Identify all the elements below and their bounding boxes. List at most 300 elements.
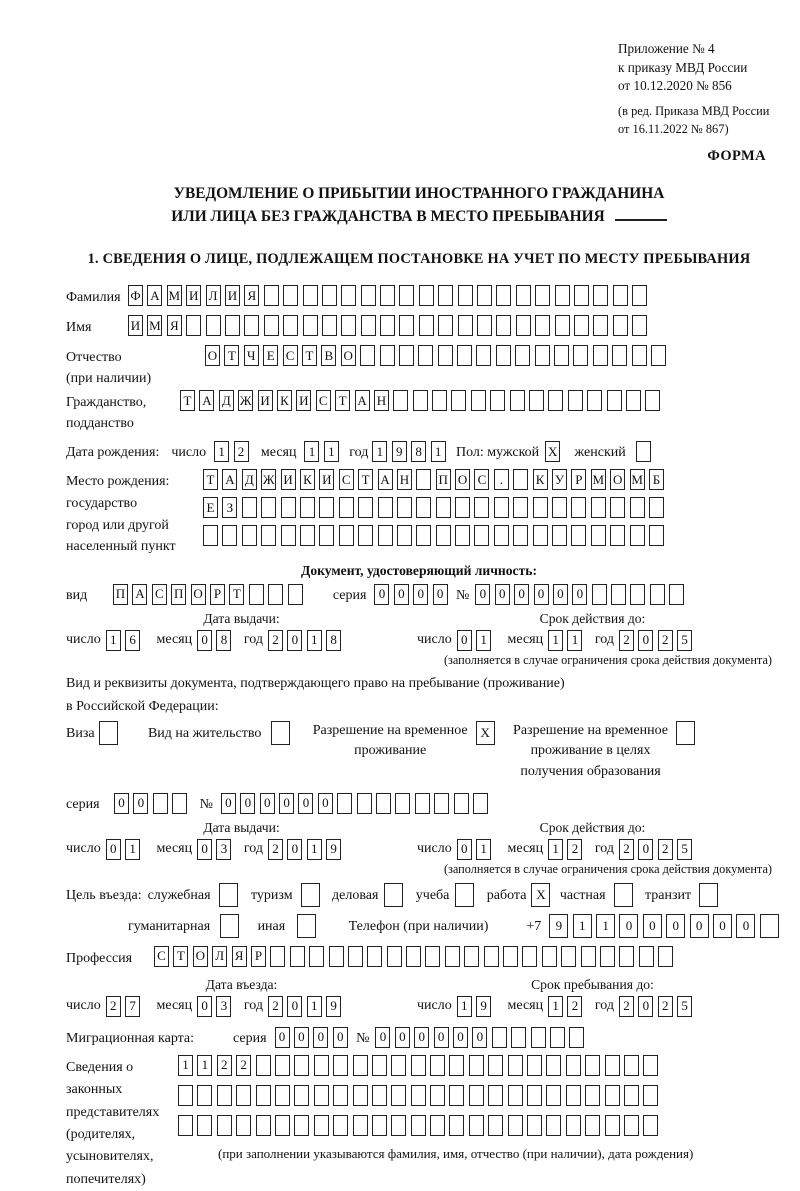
- char-cell[interactable]: [508, 1055, 523, 1076]
- char-cell[interactable]: [449, 1085, 464, 1106]
- char-cell[interactable]: 0: [294, 1027, 309, 1048]
- char-cell[interactable]: X: [545, 441, 560, 462]
- char-cell[interactable]: 5: [677, 630, 692, 651]
- char-cell[interactable]: [353, 1055, 368, 1076]
- char-cell[interactable]: [593, 345, 608, 366]
- char-cell[interactable]: [333, 1115, 348, 1136]
- char-cell[interactable]: [438, 315, 453, 336]
- char-cell[interactable]: [322, 285, 337, 306]
- char-cell[interactable]: И: [225, 285, 240, 306]
- char-cell[interactable]: [339, 525, 354, 546]
- char-cell[interactable]: 2: [567, 839, 582, 860]
- char-cell[interactable]: [236, 1115, 251, 1136]
- char-cell[interactable]: П: [113, 584, 128, 605]
- char-cell[interactable]: [566, 1085, 581, 1106]
- char-cell[interactable]: [535, 345, 550, 366]
- char-cell[interactable]: 2: [217, 1055, 232, 1076]
- char-cell[interactable]: 0: [275, 1027, 290, 1048]
- char-cell[interactable]: [249, 584, 264, 605]
- char-cell[interactable]: 0: [133, 793, 148, 814]
- char-cell[interactable]: [542, 946, 557, 967]
- char-cell[interactable]: [367, 946, 382, 967]
- char-cell[interactable]: [533, 525, 548, 546]
- char-cell[interactable]: [337, 793, 352, 814]
- char-cell[interactable]: 0: [690, 914, 709, 938]
- char-cell[interactable]: 0: [287, 839, 302, 860]
- char-cell[interactable]: 1: [548, 996, 563, 1017]
- char-cell[interactable]: [546, 1115, 561, 1136]
- char-cell[interactable]: [319, 525, 334, 546]
- char-cell[interactable]: 1: [476, 839, 491, 860]
- char-cell[interactable]: [432, 390, 447, 411]
- char-cell[interactable]: [436, 497, 451, 518]
- char-cell[interactable]: [573, 345, 588, 366]
- char-cell[interactable]: [587, 390, 602, 411]
- char-cell[interactable]: [566, 1055, 581, 1076]
- char-cell[interactable]: [760, 914, 779, 938]
- char-cell[interactable]: [605, 1085, 620, 1106]
- char-cell[interactable]: [531, 1027, 546, 1048]
- char-cell[interactable]: 0: [114, 793, 129, 814]
- char-cell[interactable]: [496, 345, 511, 366]
- char-cell[interactable]: 0: [313, 1027, 328, 1048]
- char-cell[interactable]: [206, 315, 221, 336]
- char-cell[interactable]: С: [339, 469, 354, 490]
- char-cell[interactable]: [413, 390, 428, 411]
- char-cell[interactable]: 0: [197, 996, 212, 1017]
- char-cell[interactable]: [591, 497, 606, 518]
- char-cell[interactable]: О: [191, 584, 206, 605]
- char-cell[interactable]: 1: [457, 996, 472, 1017]
- char-cell[interactable]: 0: [333, 1027, 348, 1048]
- char-cell[interactable]: 0: [260, 793, 275, 814]
- char-cell[interactable]: 2: [268, 630, 283, 651]
- char-cell[interactable]: [415, 793, 430, 814]
- char-cell[interactable]: [301, 883, 320, 907]
- char-cell[interactable]: 2: [268, 996, 283, 1017]
- char-cell[interactable]: [186, 315, 201, 336]
- char-cell[interactable]: 0: [374, 584, 389, 605]
- char-cell[interactable]: [395, 793, 410, 814]
- char-cell[interactable]: П: [171, 584, 186, 605]
- char-cell[interactable]: С: [283, 345, 298, 366]
- char-cell[interactable]: Т: [229, 584, 244, 605]
- char-cell[interactable]: 9: [326, 839, 341, 860]
- char-cell[interactable]: [268, 584, 283, 605]
- char-cell[interactable]: [416, 525, 431, 546]
- char-cell[interactable]: [458, 285, 473, 306]
- char-cell[interactable]: [358, 497, 373, 518]
- char-cell[interactable]: И: [258, 390, 273, 411]
- char-cell[interactable]: [508, 1115, 523, 1136]
- char-cell[interactable]: [605, 1115, 620, 1136]
- char-cell[interactable]: 1: [178, 1055, 193, 1076]
- char-cell[interactable]: 1: [372, 441, 387, 462]
- char-cell[interactable]: [600, 946, 615, 967]
- char-cell[interactable]: 2: [619, 996, 634, 1017]
- char-cell[interactable]: [391, 1085, 406, 1106]
- char-cell[interactable]: [430, 1055, 445, 1076]
- char-cell[interactable]: 0: [638, 630, 653, 651]
- char-cell[interactable]: [275, 1055, 290, 1076]
- char-cell[interactable]: [391, 1115, 406, 1136]
- char-cell[interactable]: [458, 315, 473, 336]
- char-cell[interactable]: [197, 1115, 212, 1136]
- char-cell[interactable]: [314, 1055, 329, 1076]
- char-cell[interactable]: Б: [649, 469, 664, 490]
- char-cell[interactable]: [574, 285, 589, 306]
- char-cell[interactable]: 0: [375, 1027, 390, 1048]
- char-cell[interactable]: [341, 285, 356, 306]
- char-cell[interactable]: М: [167, 285, 182, 306]
- char-cell[interactable]: И: [296, 390, 311, 411]
- char-cell[interactable]: [469, 1055, 484, 1076]
- char-cell[interactable]: 0: [666, 914, 685, 938]
- char-cell[interactable]: Т: [180, 390, 195, 411]
- char-cell[interactable]: [416, 469, 431, 490]
- char-cell[interactable]: [357, 793, 372, 814]
- char-cell[interactable]: .: [494, 469, 509, 490]
- char-cell[interactable]: [496, 315, 511, 336]
- char-cell[interactable]: [219, 883, 238, 907]
- char-cell[interactable]: [319, 497, 334, 518]
- char-cell[interactable]: [256, 1115, 271, 1136]
- char-cell[interactable]: 9: [392, 441, 407, 462]
- char-cell[interactable]: 1: [307, 839, 322, 860]
- char-cell[interactable]: 0: [457, 839, 472, 860]
- char-cell[interactable]: [281, 497, 296, 518]
- char-cell[interactable]: [99, 721, 118, 745]
- char-cell[interactable]: 5: [677, 839, 692, 860]
- char-cell[interactable]: Л: [206, 285, 221, 306]
- char-cell[interactable]: 2: [658, 839, 673, 860]
- char-cell[interactable]: [434, 793, 449, 814]
- char-cell[interactable]: [397, 497, 412, 518]
- char-cell[interactable]: [561, 946, 576, 967]
- char-cell[interactable]: [314, 1085, 329, 1106]
- char-cell[interactable]: [300, 525, 315, 546]
- char-cell[interactable]: X: [476, 721, 495, 745]
- char-cell[interactable]: 0: [457, 630, 472, 651]
- char-cell[interactable]: [275, 1085, 290, 1106]
- char-cell[interactable]: [566, 1115, 581, 1136]
- char-cell[interactable]: [546, 1055, 561, 1076]
- char-cell[interactable]: [669, 584, 684, 605]
- char-cell[interactable]: [290, 946, 305, 967]
- char-cell[interactable]: [288, 584, 303, 605]
- char-cell[interactable]: [300, 497, 315, 518]
- char-cell[interactable]: К: [300, 469, 315, 490]
- char-cell[interactable]: [360, 345, 375, 366]
- char-cell[interactable]: [464, 946, 479, 967]
- char-cell[interactable]: [256, 1055, 271, 1076]
- char-cell[interactable]: [438, 345, 453, 366]
- char-cell[interactable]: 2: [106, 996, 121, 1017]
- char-cell[interactable]: [172, 793, 187, 814]
- char-cell[interactable]: [353, 1085, 368, 1106]
- char-cell[interactable]: 0: [514, 584, 529, 605]
- char-cell[interactable]: 0: [413, 584, 428, 605]
- char-cell[interactable]: И: [128, 315, 143, 336]
- char-cell[interactable]: [474, 525, 489, 546]
- char-cell[interactable]: [515, 345, 530, 366]
- char-cell[interactable]: [264, 315, 279, 336]
- char-cell[interactable]: 2: [236, 1055, 251, 1076]
- char-cell[interactable]: Я: [232, 946, 247, 967]
- char-cell[interactable]: [372, 1085, 387, 1106]
- char-cell[interactable]: [658, 946, 673, 967]
- char-cell[interactable]: [271, 721, 290, 745]
- char-cell[interactable]: [391, 1055, 406, 1076]
- char-cell[interactable]: [333, 1055, 348, 1076]
- char-cell[interactable]: А: [355, 390, 370, 411]
- char-cell[interactable]: А: [378, 469, 393, 490]
- char-cell[interactable]: Т: [358, 469, 373, 490]
- char-cell[interactable]: [496, 285, 511, 306]
- char-cell[interactable]: [639, 946, 654, 967]
- char-cell[interactable]: 0: [197, 839, 212, 860]
- char-cell[interactable]: [294, 1055, 309, 1076]
- char-cell[interactable]: [455, 525, 470, 546]
- char-cell[interactable]: Н: [397, 469, 412, 490]
- char-cell[interactable]: [484, 946, 499, 967]
- char-cell[interactable]: 0: [643, 914, 662, 938]
- char-cell[interactable]: [449, 1115, 464, 1136]
- char-cell[interactable]: Т: [224, 345, 239, 366]
- char-cell[interactable]: С: [152, 584, 167, 605]
- char-cell[interactable]: [550, 1027, 565, 1048]
- char-cell[interactable]: 0: [106, 839, 121, 860]
- char-cell[interactable]: Л: [212, 946, 227, 967]
- char-cell[interactable]: [411, 1055, 426, 1076]
- char-cell[interactable]: 1: [431, 441, 446, 462]
- char-cell[interactable]: [294, 1115, 309, 1136]
- char-cell[interactable]: [610, 525, 625, 546]
- char-cell[interactable]: [261, 525, 276, 546]
- char-cell[interactable]: 7: [125, 996, 140, 1017]
- char-cell[interactable]: [477, 285, 492, 306]
- char-cell[interactable]: [554, 345, 569, 366]
- char-cell[interactable]: [508, 1085, 523, 1106]
- char-cell[interactable]: 1: [304, 441, 319, 462]
- char-cell[interactable]: [361, 285, 376, 306]
- char-cell[interactable]: В: [321, 345, 336, 366]
- char-cell[interactable]: [275, 1115, 290, 1136]
- char-cell[interactable]: [619, 946, 634, 967]
- char-cell[interactable]: [494, 497, 509, 518]
- char-cell[interactable]: 5: [677, 996, 692, 1017]
- char-cell[interactable]: Ж: [261, 469, 276, 490]
- char-cell[interactable]: [522, 946, 537, 967]
- char-cell[interactable]: О: [205, 345, 220, 366]
- char-cell[interactable]: [242, 497, 257, 518]
- char-cell[interactable]: 9: [476, 996, 491, 1017]
- char-cell[interactable]: 0: [472, 1027, 487, 1048]
- char-cell[interactable]: [476, 345, 491, 366]
- char-cell[interactable]: О: [610, 469, 625, 490]
- char-cell[interactable]: [358, 525, 373, 546]
- char-cell[interactable]: [593, 315, 608, 336]
- char-cell[interactable]: 0: [736, 914, 755, 938]
- char-cell[interactable]: [592, 584, 607, 605]
- char-cell[interactable]: [378, 525, 393, 546]
- char-cell[interactable]: 1: [548, 839, 563, 860]
- char-cell[interactable]: [376, 793, 391, 814]
- char-cell[interactable]: [220, 914, 239, 938]
- char-cell[interactable]: [416, 497, 431, 518]
- char-cell[interactable]: [630, 584, 645, 605]
- char-cell[interactable]: [533, 497, 548, 518]
- char-cell[interactable]: [455, 497, 470, 518]
- char-cell[interactable]: О: [193, 946, 208, 967]
- char-cell[interactable]: [649, 525, 664, 546]
- char-cell[interactable]: Д: [242, 469, 257, 490]
- char-cell[interactable]: [203, 525, 218, 546]
- char-cell[interactable]: [333, 1085, 348, 1106]
- char-cell[interactable]: [611, 584, 626, 605]
- char-cell[interactable]: X: [531, 883, 550, 907]
- char-cell[interactable]: 0: [572, 584, 587, 605]
- char-cell[interactable]: [406, 946, 421, 967]
- char-cell[interactable]: [322, 315, 337, 336]
- char-cell[interactable]: [527, 1115, 542, 1136]
- char-cell[interactable]: 0: [298, 793, 313, 814]
- char-cell[interactable]: [494, 525, 509, 546]
- char-cell[interactable]: 0: [433, 584, 448, 605]
- char-cell[interactable]: [649, 497, 664, 518]
- char-cell[interactable]: Т: [173, 946, 188, 967]
- char-cell[interactable]: [492, 1027, 507, 1048]
- char-cell[interactable]: 0: [553, 584, 568, 605]
- char-cell[interactable]: [348, 946, 363, 967]
- char-cell[interactable]: У: [552, 469, 567, 490]
- char-cell[interactable]: [261, 497, 276, 518]
- char-cell[interactable]: [281, 525, 296, 546]
- char-cell[interactable]: П: [436, 469, 451, 490]
- char-cell[interactable]: 2: [619, 839, 634, 860]
- char-cell[interactable]: [399, 315, 414, 336]
- char-cell[interactable]: [411, 1085, 426, 1106]
- char-cell[interactable]: О: [455, 469, 470, 490]
- char-cell[interactable]: [630, 497, 645, 518]
- char-cell[interactable]: [445, 946, 460, 967]
- char-cell[interactable]: Р: [251, 946, 266, 967]
- char-cell[interactable]: [651, 345, 666, 366]
- char-cell[interactable]: 0: [638, 996, 653, 1017]
- char-cell[interactable]: [571, 525, 586, 546]
- char-cell[interactable]: [569, 1027, 584, 1048]
- char-cell[interactable]: [552, 497, 567, 518]
- char-cell[interactable]: [571, 497, 586, 518]
- char-cell[interactable]: 0: [221, 793, 236, 814]
- char-cell[interactable]: [430, 1085, 445, 1106]
- char-cell[interactable]: [535, 315, 550, 336]
- char-cell[interactable]: 1: [307, 630, 322, 651]
- char-cell[interactable]: 1: [567, 630, 582, 651]
- char-cell[interactable]: 9: [326, 996, 341, 1017]
- char-cell[interactable]: [297, 914, 316, 938]
- char-cell[interactable]: Я: [167, 315, 182, 336]
- char-cell[interactable]: Я: [244, 285, 259, 306]
- char-cell[interactable]: [469, 1085, 484, 1106]
- char-cell[interactable]: [387, 946, 402, 967]
- char-cell[interactable]: [384, 883, 403, 907]
- char-cell[interactable]: [650, 584, 665, 605]
- char-cell[interactable]: [527, 1085, 542, 1106]
- char-cell[interactable]: [585, 1085, 600, 1106]
- char-cell[interactable]: [513, 497, 528, 518]
- char-cell[interactable]: [645, 390, 660, 411]
- char-cell[interactable]: [178, 1085, 193, 1106]
- char-cell[interactable]: [264, 285, 279, 306]
- char-cell[interactable]: [513, 469, 528, 490]
- char-cell[interactable]: [591, 525, 606, 546]
- char-cell[interactable]: 0: [287, 996, 302, 1017]
- char-cell[interactable]: [613, 315, 628, 336]
- char-cell[interactable]: [178, 1115, 193, 1136]
- char-cell[interactable]: С: [474, 469, 489, 490]
- char-cell[interactable]: [516, 315, 531, 336]
- char-cell[interactable]: З: [222, 497, 237, 518]
- char-cell[interactable]: [353, 1115, 368, 1136]
- char-cell[interactable]: 6: [125, 630, 140, 651]
- char-cell[interactable]: 1: [197, 1055, 212, 1076]
- char-cell[interactable]: [630, 525, 645, 546]
- char-cell[interactable]: [612, 345, 627, 366]
- char-cell[interactable]: [632, 345, 647, 366]
- char-cell[interactable]: 8: [326, 630, 341, 651]
- char-cell[interactable]: 0: [434, 1027, 449, 1048]
- char-cell[interactable]: А: [147, 285, 162, 306]
- char-cell[interactable]: Д: [219, 390, 234, 411]
- char-cell[interactable]: [399, 345, 414, 366]
- char-cell[interactable]: 2: [234, 441, 249, 462]
- char-cell[interactable]: 3: [216, 996, 231, 1017]
- char-cell[interactable]: [294, 1085, 309, 1106]
- char-cell[interactable]: [425, 946, 440, 967]
- char-cell[interactable]: [430, 1115, 445, 1136]
- char-cell[interactable]: [380, 345, 395, 366]
- char-cell[interactable]: [256, 1085, 271, 1106]
- char-cell[interactable]: [490, 390, 505, 411]
- char-cell[interactable]: [225, 315, 240, 336]
- char-cell[interactable]: 2: [658, 996, 673, 1017]
- char-cell[interactable]: [477, 315, 492, 336]
- char-cell[interactable]: [419, 315, 434, 336]
- char-cell[interactable]: К: [533, 469, 548, 490]
- char-cell[interactable]: А: [199, 390, 214, 411]
- char-cell[interactable]: [510, 390, 525, 411]
- char-cell[interactable]: И: [319, 469, 334, 490]
- char-cell[interactable]: 2: [268, 839, 283, 860]
- char-cell[interactable]: [473, 793, 488, 814]
- char-cell[interactable]: [314, 1115, 329, 1136]
- char-cell[interactable]: Ж: [238, 390, 253, 411]
- char-cell[interactable]: [397, 525, 412, 546]
- char-cell[interactable]: [418, 345, 433, 366]
- char-cell[interactable]: [236, 1085, 251, 1106]
- char-cell[interactable]: М: [147, 315, 162, 336]
- char-cell[interactable]: Ч: [244, 345, 259, 366]
- char-cell[interactable]: М: [630, 469, 645, 490]
- char-cell[interactable]: 1: [548, 630, 563, 651]
- char-cell[interactable]: [632, 285, 647, 306]
- char-cell[interactable]: И: [186, 285, 201, 306]
- char-cell[interactable]: [222, 525, 237, 546]
- char-cell[interactable]: [471, 390, 486, 411]
- char-cell[interactable]: 1: [106, 630, 121, 651]
- char-cell[interactable]: 1: [573, 914, 592, 938]
